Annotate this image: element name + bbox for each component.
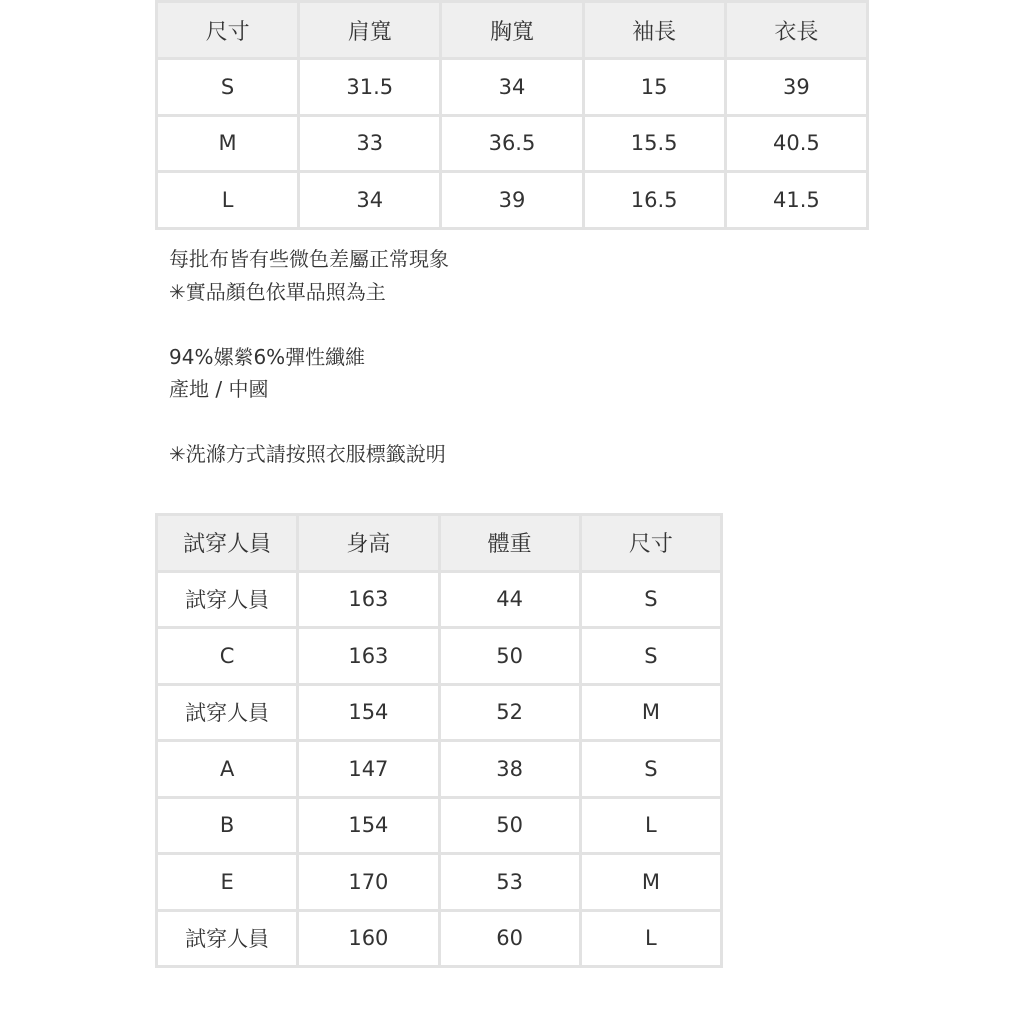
table-row	[157, 571, 722, 628]
weight-cell: 44	[439, 571, 580, 628]
model-cell: 試穿人員	[157, 910, 298, 967]
header-chest-width: 胸寬	[441, 2, 583, 59]
shoulder-cell: 33	[299, 115, 441, 172]
height-cell: 154	[298, 684, 439, 741]
model-cell: E	[157, 854, 298, 911]
weight-cell: 50	[439, 797, 580, 854]
fit-size-cell: S	[580, 628, 721, 685]
shoulder-cell: 31.5	[299, 59, 441, 116]
chest-cell: 39	[441, 172, 583, 229]
table-row	[157, 59, 868, 116]
origin-note: 產地 / 中國	[169, 377, 269, 401]
fit-size-cell: S	[580, 741, 721, 798]
table-row	[157, 797, 722, 854]
weight-cell: 60	[439, 910, 580, 967]
weight-cell: 52	[439, 684, 580, 741]
shoulder-cell: 34	[299, 172, 441, 229]
model-cell: 試穿人員	[157, 571, 298, 628]
model-cell: A	[157, 741, 298, 798]
fitting-model-table	[155, 513, 723, 968]
fit-size-cell: M	[580, 684, 721, 741]
table-row	[157, 741, 722, 798]
fit-size-cell: M	[580, 854, 721, 911]
fit-size-cell: S	[580, 571, 721, 628]
color-variance-note: 每批布皆有些微色差屬正常現象	[169, 247, 449, 271]
weight-cell: 53	[439, 854, 580, 911]
length-cell: 41.5	[725, 172, 867, 229]
table-row	[157, 910, 722, 967]
header-model: 試穿人員	[157, 515, 298, 572]
product-notes	[169, 243, 449, 471]
header-sleeve-length: 袖長	[583, 2, 725, 59]
size-chart-header-row	[157, 2, 868, 59]
model-cell: B	[157, 797, 298, 854]
header-weight: 體重	[439, 515, 580, 572]
fit-size-cell: L	[580, 797, 721, 854]
header-size: 尺寸	[157, 2, 299, 59]
sleeve-cell: 15.5	[583, 115, 725, 172]
material-note: 94%嫘縈6%彈性纖維	[169, 344, 366, 369]
height-cell: 163	[298, 628, 439, 685]
header-body-length: 衣長	[725, 2, 867, 59]
fitting-header-row	[157, 515, 722, 572]
height-cell: 163	[298, 571, 439, 628]
height-cell: 160	[298, 910, 439, 967]
weight-cell: 50	[439, 628, 580, 685]
table-row	[157, 854, 722, 911]
table-row	[157, 172, 868, 229]
model-cell: C	[157, 628, 298, 685]
table-row	[157, 684, 722, 741]
height-cell: 147	[298, 741, 439, 798]
table-row	[157, 628, 722, 685]
fit-size-cell: L	[580, 910, 721, 967]
chest-cell: 36.5	[441, 115, 583, 172]
header-fit-size: 尺寸	[580, 515, 721, 572]
header-height: 身高	[298, 515, 439, 572]
height-cell: 170	[298, 854, 439, 911]
height-cell: 154	[298, 797, 439, 854]
size-cell: M	[157, 115, 299, 172]
size-chart-table	[155, 0, 869, 230]
length-cell: 40.5	[725, 115, 867, 172]
weight-cell: 38	[439, 741, 580, 798]
size-cell: S	[157, 59, 299, 116]
washing-note: ✳洗滌方式請按照衣服標籤說明	[169, 442, 446, 466]
length-cell: 39	[725, 59, 867, 116]
sleeve-cell: 16.5	[583, 172, 725, 229]
chest-cell: 34	[441, 59, 583, 116]
sleeve-cell: 15	[583, 59, 725, 116]
model-cell: 試穿人員	[157, 684, 298, 741]
table-row	[157, 115, 868, 172]
color-reference-note: ✳實品顏色依單品照為主	[169, 279, 386, 304]
size-cell: L	[157, 172, 299, 229]
header-shoulder-width: 肩寬	[299, 2, 441, 59]
